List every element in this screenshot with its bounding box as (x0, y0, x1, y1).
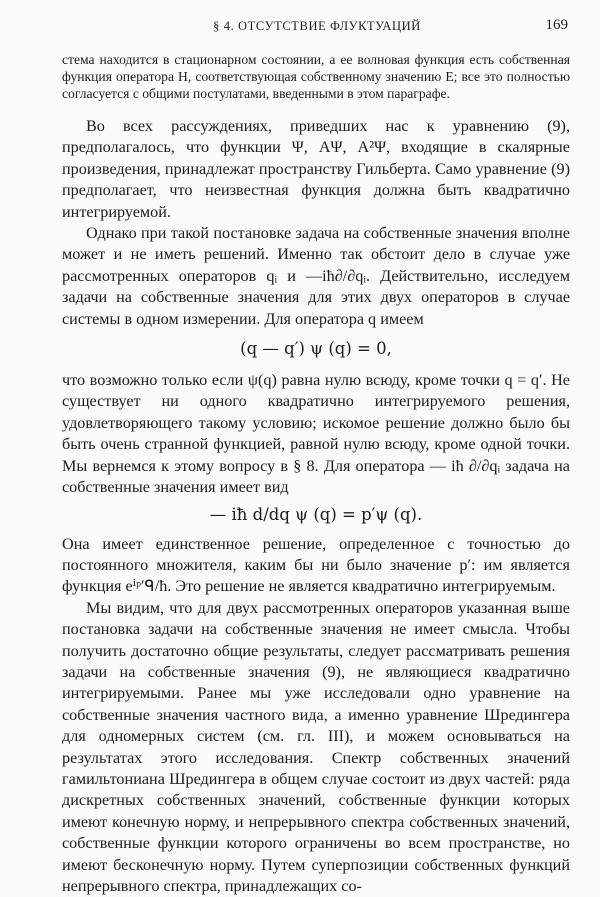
page-number: 169 (545, 17, 568, 33)
paragraph-6: Мы видим, что для двух рассмотренных операторов указанная выше постановка задачи на собственные значения не имеет смысла. Чтобы получить достаточно общие результаты, следует рассматривать решения задачи на собственные значения (9), не являющиеся квадратично интегрируемыми. Ранее мы уже исследовали одно уравнение на собственные значения частного вида, а именно уравнение Шредингера для одномерных систем (см. гл. III), и можем основываться на результатах этого исследования. Спектр собственных значений гамильтониана Шредингера в общем случае состоит из двух частей: ряда дискретных собственных значений, собственные функции которых имеют конечную норму, и непрерывного спектра собственных значений, собственные функции которого ограничены во всем пространстве, но имеют бесконечную норму. Путем суперпозиции собственных функций непрерывного спектра, принадлежащих со- (62, 598, 570, 895)
page-header (62, 16, 572, 38)
formula-2: — iħ d/dq ψ (q) = p′ψ (q). (209, 504, 423, 524)
paragraph-5: Она имеет единственное решение, определенное с точностью до постоянного множителя, каким бы ни было значение p′: им является функция eⁱᵖ′ᑫ/ħ. Это решение не является квадратично интегрируемым. (62, 534, 570, 596)
formula-1: (q — q′) ψ (q) = 0, (240, 339, 392, 359)
paragraph-1: стема находится в стационарном состоянии, а ее волновая функция есть собственная функция оператора H, соответствующая собственному значению E; все это полностью согласуется с общими постулатами, введенными в этом параграфе. (62, 52, 570, 101)
running-head: § 4. ОТСУТСТВИЕ ФЛУКТУАЦИЙ (213, 19, 421, 33)
paragraph-3: Однако при такой постановке задача на собственные значения вполне может и не иметь решений. Именно так обстоит дело в случае уже рассмотренных операторов qᵢ и —iħ∂/∂qᵢ. Действительно, исследуем задачи на собственные значения для этих двух операторов в случае системы в одном измерении. Для оператора q имеем (62, 224, 570, 328)
paragraph-2: Во всех рассуждениях, приведших нас к уравнению (9), предполагалось, что функции Ψ, AΨ, A²Ψ, входящие в скалярные произведения, принадлежат пространству Гильберта. Само уравнение (9) предполагает, что неизвестная функция должна быть квадратично интегрируемой. (62, 117, 570, 221)
page-text (62, 51, 570, 897)
paragraph-4: что возможно только если ψ(q) равна нулю всюду, кроме точки q = q′. Не существует ни одного квадратично интегрируемого решения, удовлетворяющего такому условию; искомое решение должно было бы быть очень странной функцией, равной нулю всюду, кроме одной точки. Мы вернемся к этому вопросу в § 8. Для оператора — iħ ∂/∂qᵢ задача на собственные значения имеет вид (62, 371, 570, 497)
